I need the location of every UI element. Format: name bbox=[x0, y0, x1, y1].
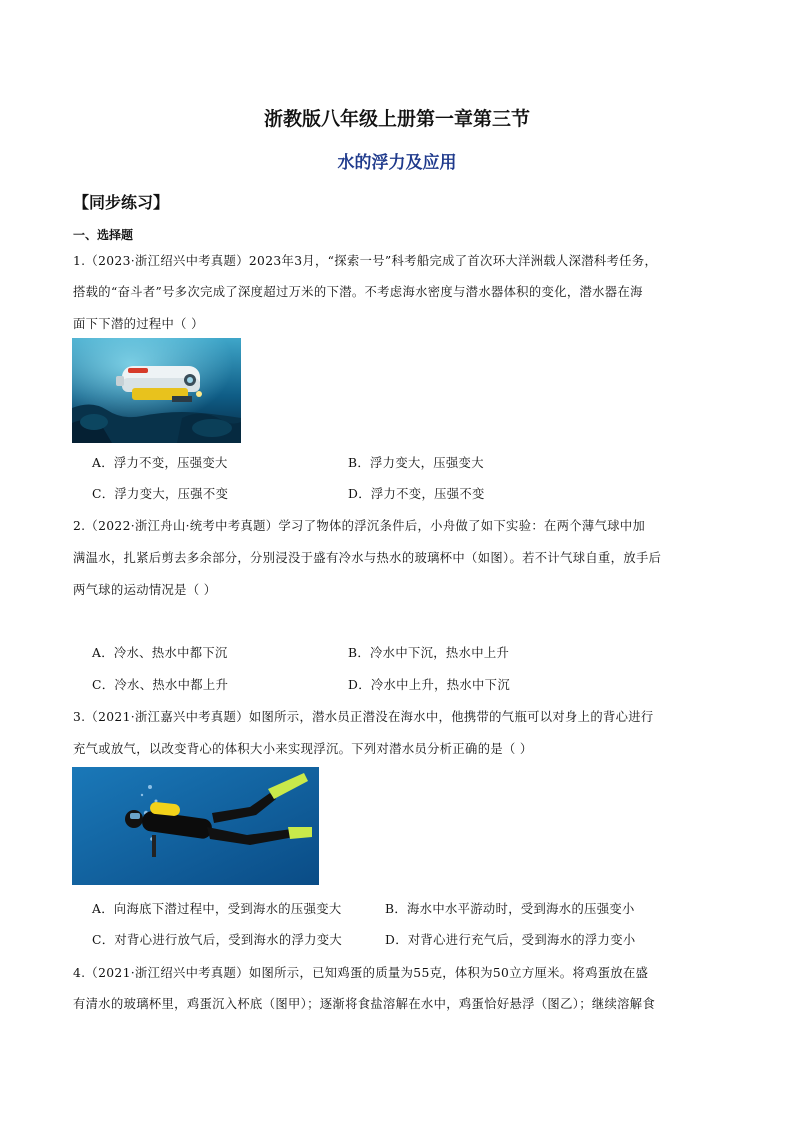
q1-line-1: 1.（2023·浙江绍兴中考真题）2023年3月，“探索一号”科考船完成了首次环大洋洲载人深潜科考任务， bbox=[73, 254, 658, 268]
q2-option-a[interactable]: A．冷水、热水中都下沉 bbox=[92, 646, 228, 660]
q2-option-d[interactable]: D．冷水中上升，热水中下沉 bbox=[348, 678, 510, 692]
q2-line-2: 满温水，扎紧后剪去多余部分，分别浸没于盛有冷水与热水的玻璃杯中（如图）。若不计气球自重，放手后 bbox=[73, 551, 662, 565]
q1-option-a[interactable]: A．浮力不变，压强变大 bbox=[92, 456, 228, 470]
q2-line-3: 两气球的运动情况是（ ） bbox=[73, 583, 217, 597]
q1-line-2: 搭载的“奋斗者”号多次完成了深度超过万米的下潜。不考虑海水密度与潜水器体积的变化，潜水器在海 bbox=[73, 285, 643, 299]
q1-option-b[interactable]: B．浮力变大，压强变大 bbox=[348, 456, 484, 470]
q1-option-c[interactable]: C．浮力变大，压强不变 bbox=[92, 487, 229, 501]
q3-option-b[interactable]: B．海水中水平游动时，受到海水的压强变小 bbox=[385, 902, 635, 916]
document-subtitle: 水的浮力及应用 bbox=[337, 153, 457, 173]
q3-option-c[interactable]: C．对背心进行放气后，受到海水的浮力变大 bbox=[92, 933, 343, 947]
q2-option-c[interactable]: C．冷水、热水中都上升 bbox=[92, 678, 229, 692]
q1-option-d[interactable]: D．浮力不变，压强不变 bbox=[348, 487, 485, 501]
q3-option-d[interactable]: D．对背心进行充气后，受到海水的浮力变小 bbox=[385, 933, 636, 947]
q2-option-b[interactable]: B．冷水中下沉，热水中上升 bbox=[348, 646, 510, 660]
document-title: 浙教版八年级上册第一章第三节 bbox=[263, 108, 530, 130]
q1-line-3: 面下下潜的过程中（ ） bbox=[73, 317, 204, 331]
q2-line-1: 2.（2022·浙江舟山·统考中考真题）学习了物体的浮沉条件后，小舟做了如下实验：在两个薄气球中加 bbox=[73, 519, 646, 533]
subsection-label: 一、选择题 bbox=[73, 228, 134, 242]
q4-line-2: 有清水的玻璃杯里，鸡蛋沉入杯底（图甲）；逐渐将食盐溶解在水中，鸡蛋恰好悬浮（图乙）；继续溶解食 bbox=[73, 997, 656, 1011]
diver-photo bbox=[72, 767, 319, 885]
section-label: 【同步练习】 bbox=[73, 193, 170, 212]
q4-line-1: 4.（2021·浙江绍兴中考真题）如图所示，已知鸡蛋的质量为55克，体积为50立方厘米。将鸡蛋放在盛 bbox=[73, 966, 649, 980]
q3-option-a[interactable]: A．向海底下潜过程中，受到海水的压强变大 bbox=[92, 902, 342, 916]
submersible-photo bbox=[72, 338, 241, 443]
q3-line-2: 充气或放气，以改变背心的体积大小来实现浮沉。下列对潜水员分析正确的是（ ） bbox=[73, 742, 533, 756]
q3-line-1: 3.（2021·浙江嘉兴中考真题）如图所示，潜水员正潜没在海水中，他携带的气瓶可以对身上的背心进行 bbox=[73, 710, 654, 724]
